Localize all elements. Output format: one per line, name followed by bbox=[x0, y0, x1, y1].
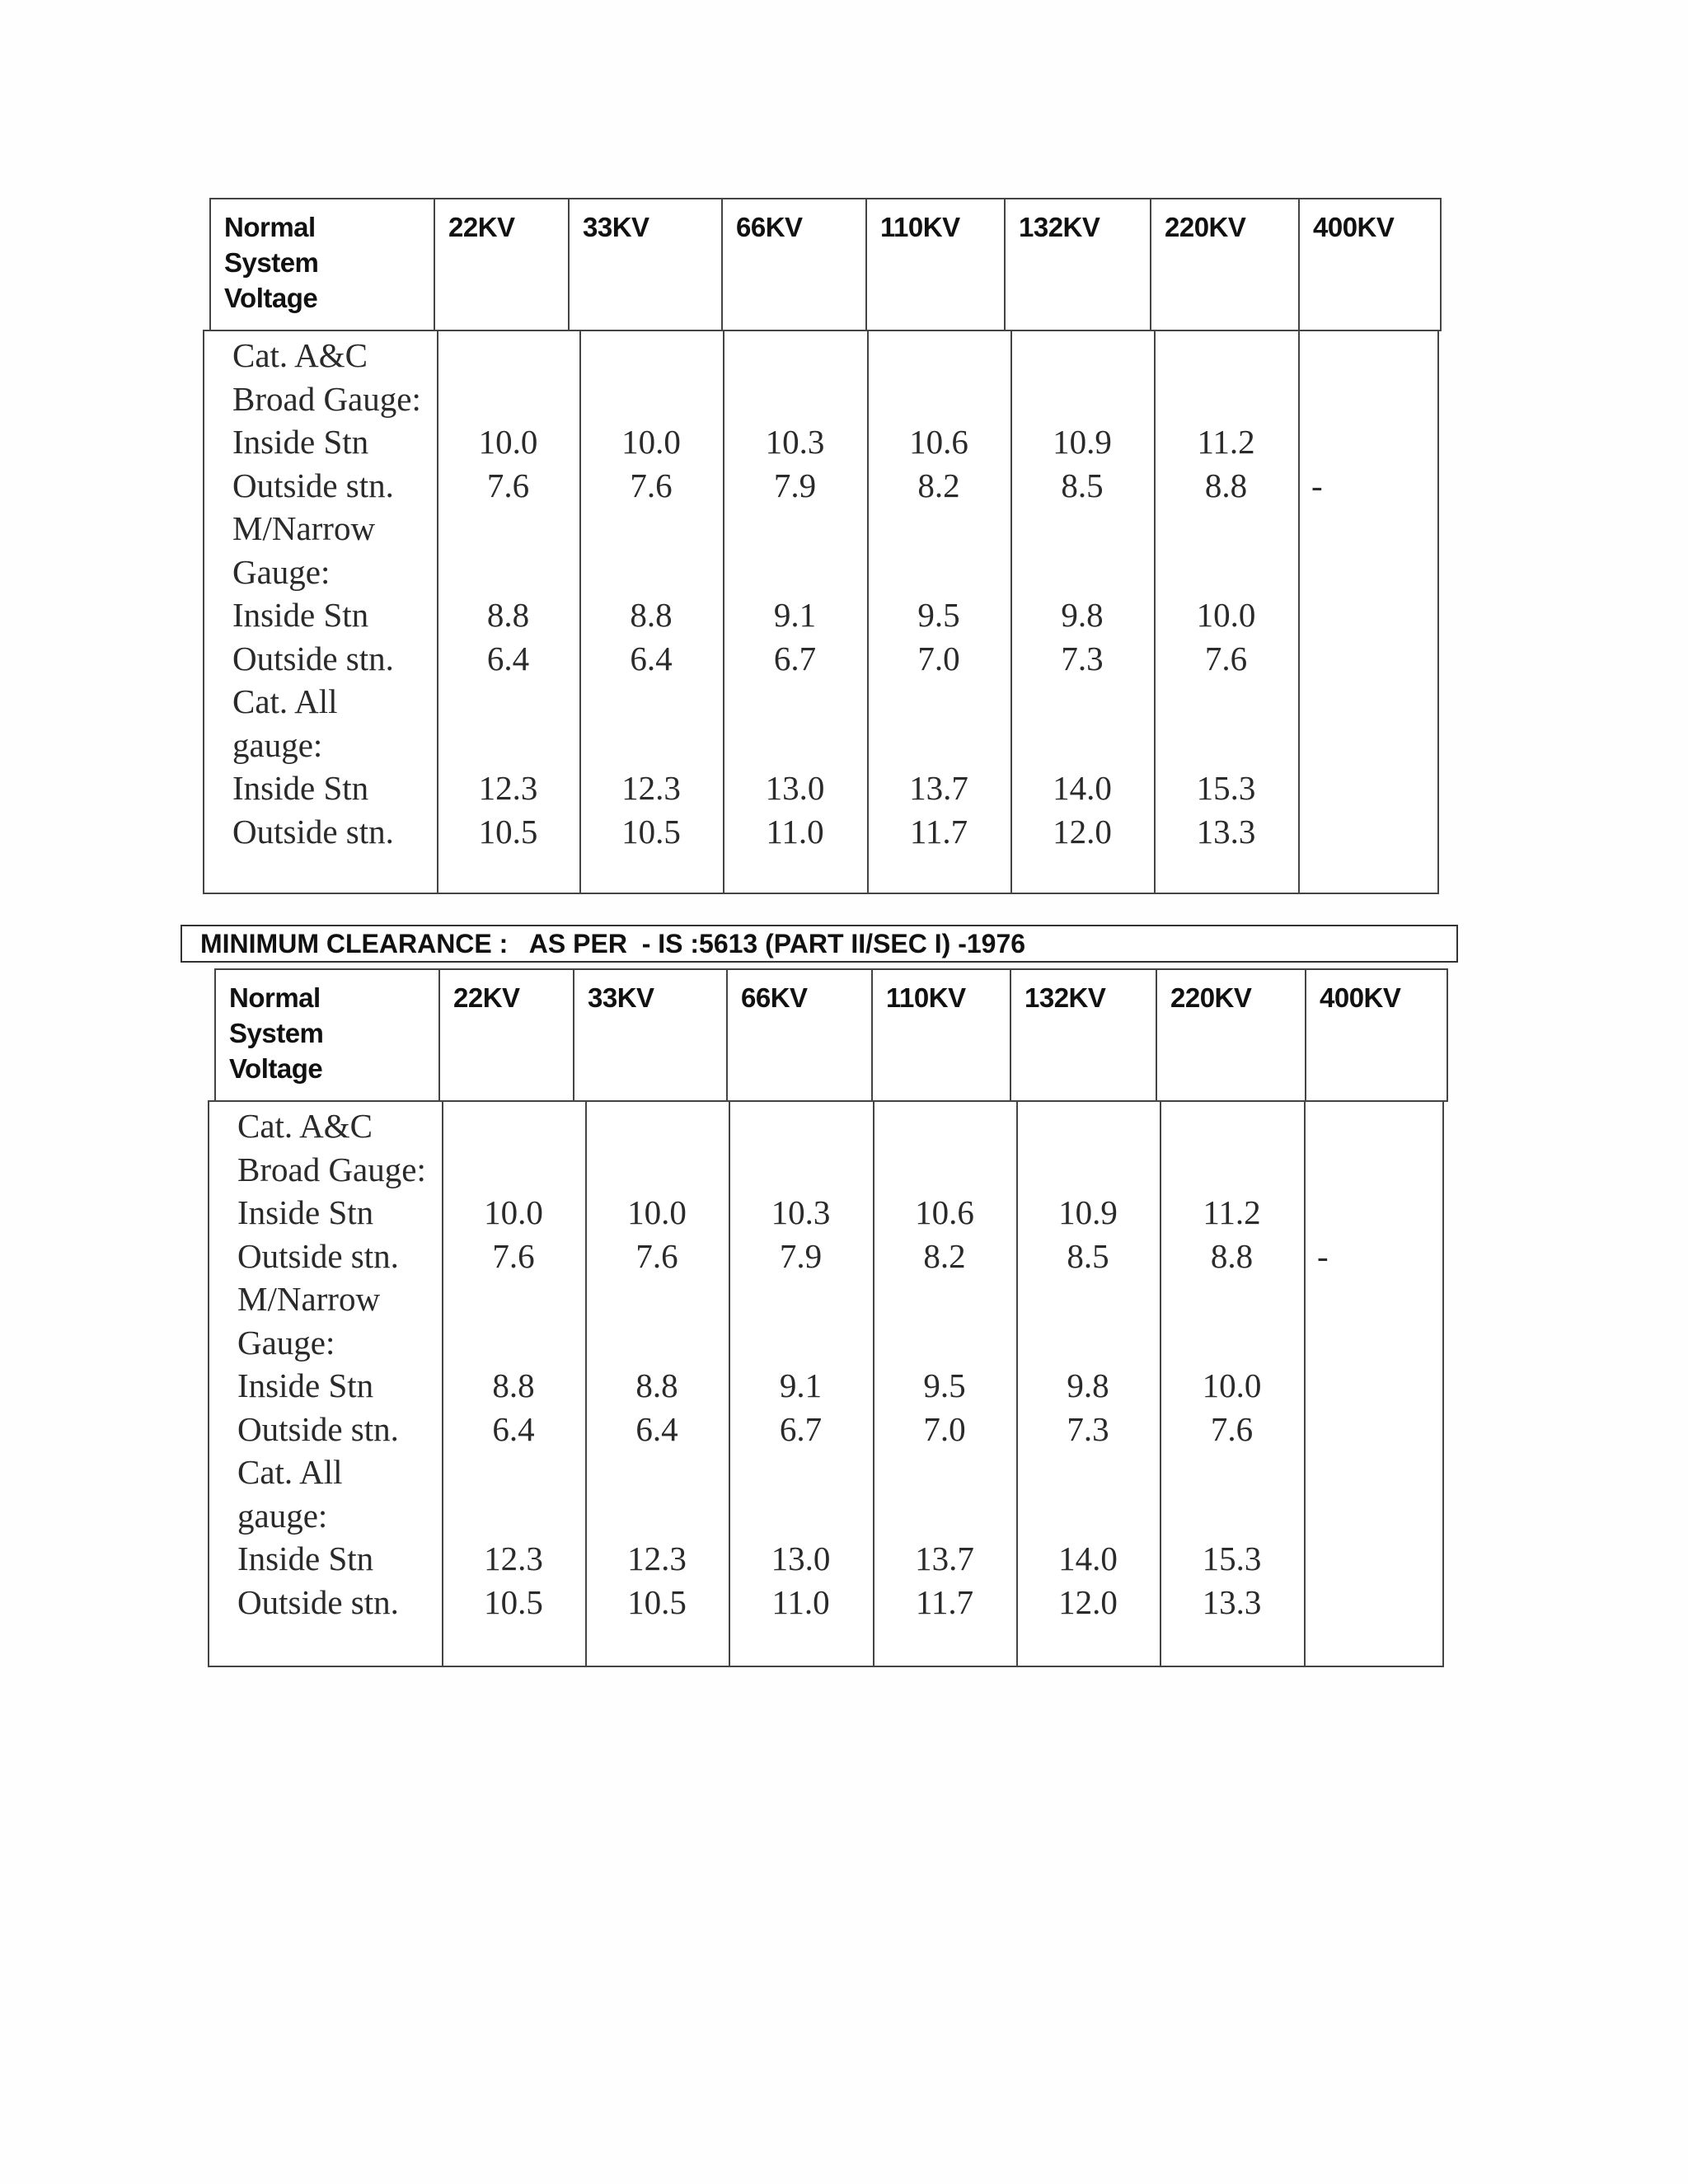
row-label: Inside Stn bbox=[237, 1366, 374, 1404]
table-cell bbox=[869, 334, 1010, 377]
table-cell bbox=[1156, 377, 1298, 421]
table-cell bbox=[724, 507, 867, 551]
table-cell: 14.0 bbox=[1053, 769, 1112, 807]
table-cell bbox=[438, 334, 579, 377]
table-2-body bbox=[208, 1100, 1444, 1667]
table-cell: 10.3 bbox=[765, 423, 825, 461]
table-cell bbox=[443, 1321, 585, 1365]
row-label: Broad Gauge: bbox=[237, 1150, 426, 1188]
row-label: gauge: bbox=[237, 1496, 328, 1535]
row-label: Outside stn. bbox=[237, 1236, 399, 1275]
table-cell bbox=[874, 1277, 1016, 1321]
table-cell: 13.0 bbox=[765, 769, 825, 807]
header-110kv: 110KV bbox=[867, 199, 1006, 330]
row-label: Cat. All bbox=[237, 1453, 343, 1491]
table-cell bbox=[587, 1321, 729, 1365]
table-cell: 10.6 bbox=[909, 423, 968, 461]
table-cell bbox=[581, 680, 723, 724]
table-cell bbox=[724, 724, 867, 767]
table-cell bbox=[1161, 1494, 1304, 1538]
table-cell: 6.4 bbox=[630, 639, 673, 677]
table-cell bbox=[587, 1148, 729, 1192]
table-cell bbox=[581, 724, 723, 767]
table-cell: 11.0 bbox=[766, 812, 824, 851]
header-400kv: 400KV bbox=[1313, 212, 1395, 242]
table-cell: 8.8 bbox=[1210, 1236, 1254, 1275]
table-cell: 9.1 bbox=[773, 596, 817, 634]
table-cell: 10.5 bbox=[478, 812, 538, 851]
table-cell: 8.8 bbox=[492, 1366, 535, 1404]
table-cell bbox=[874, 1104, 1016, 1148]
table-cell bbox=[1018, 1277, 1160, 1321]
table-cell: 8.8 bbox=[1204, 466, 1248, 504]
table-cell: 12.0 bbox=[1058, 1582, 1118, 1621]
table-cell bbox=[730, 1148, 873, 1192]
value-400kv-dash: - bbox=[1317, 1236, 1329, 1275]
table-cell: 7.6 bbox=[1204, 639, 1248, 677]
table-cell: 10.5 bbox=[627, 1582, 687, 1621]
values-400kv bbox=[1300, 331, 1441, 893]
table-cell: 6.4 bbox=[635, 1409, 678, 1448]
row-label: M/Narrow bbox=[232, 509, 376, 547]
table-cell: 10.9 bbox=[1053, 423, 1112, 461]
table-cell bbox=[443, 1451, 585, 1494]
table-cell bbox=[730, 1494, 873, 1538]
table-cell: 11.7 bbox=[909, 812, 968, 851]
table-cell bbox=[874, 1148, 1016, 1192]
table-cell bbox=[730, 1321, 873, 1365]
table-cell bbox=[730, 1277, 873, 1321]
table-cell: 9.8 bbox=[1061, 596, 1104, 634]
minimum-clearance-caption: MINIMUM CLEARANCE : AS PER - IS :5613 (PART II/SEC I) -1976 bbox=[181, 925, 1458, 963]
table-cell bbox=[581, 334, 723, 377]
table-cell: 11.7 bbox=[915, 1582, 974, 1621]
table-cell bbox=[1156, 507, 1298, 551]
values-132kv bbox=[1018, 1102, 1161, 1666]
table-cell bbox=[1012, 507, 1154, 551]
table-cell: 10.5 bbox=[484, 1582, 543, 1621]
row-label: Cat. A&C bbox=[237, 1107, 373, 1145]
row-label: Inside Stn bbox=[232, 596, 369, 634]
row-label: Inside Stn bbox=[232, 769, 369, 807]
header-132kv: 132KV bbox=[1006, 199, 1151, 330]
table-cell: 6.4 bbox=[486, 639, 530, 677]
table-cell: 15.3 bbox=[1196, 769, 1256, 807]
table-cell: 12.3 bbox=[478, 769, 538, 807]
table-cell bbox=[587, 1104, 729, 1148]
table-cell bbox=[1156, 680, 1298, 724]
header-33kv: 33KV bbox=[570, 199, 723, 330]
table-cell bbox=[1018, 1451, 1160, 1494]
row-labels bbox=[209, 1102, 443, 1666]
row-label: Inside Stn bbox=[237, 1540, 374, 1577]
table-cell bbox=[587, 1494, 729, 1538]
table-cell: 10.3 bbox=[771, 1193, 831, 1231]
header-system-voltage: Normal System Voltage bbox=[216, 970, 440, 1100]
table-cell bbox=[869, 507, 1010, 551]
values-110kv bbox=[874, 1102, 1018, 1666]
table-cell: 13.7 bbox=[909, 769, 968, 807]
value-400kv-dash: - bbox=[1311, 466, 1323, 504]
table-cell bbox=[874, 1451, 1016, 1494]
table-cell: 12.0 bbox=[1053, 812, 1112, 851]
values-400kv bbox=[1306, 1102, 1446, 1666]
table-1-header bbox=[209, 198, 1442, 331]
table-cell: 10.5 bbox=[621, 812, 681, 851]
header-66kv: 66KV bbox=[723, 199, 867, 330]
row-label: Cat. All bbox=[232, 682, 338, 720]
table-cell: 11.2 bbox=[1203, 1193, 1261, 1231]
table-cell: 7.6 bbox=[630, 466, 673, 504]
table-cell: 10.0 bbox=[484, 1193, 543, 1231]
table-cell: 7.3 bbox=[1067, 1409, 1109, 1448]
table-cell bbox=[1018, 1321, 1160, 1365]
table-cell bbox=[874, 1321, 1016, 1365]
table-cell bbox=[438, 724, 579, 767]
table-cell bbox=[724, 377, 867, 421]
table-cell bbox=[1161, 1104, 1304, 1148]
row-label: Broad Gauge: bbox=[232, 379, 421, 418]
header-220kv: 220KV bbox=[1151, 199, 1300, 330]
row-label: Inside Stn bbox=[237, 1193, 374, 1231]
row-label: M/Narrow bbox=[237, 1280, 381, 1318]
table-cell: 11.2 bbox=[1197, 423, 1255, 461]
table-cell bbox=[1161, 1148, 1304, 1192]
table-cell: 7.0 bbox=[923, 1409, 966, 1448]
row-labels bbox=[204, 331, 438, 893]
table-cell: 8.8 bbox=[630, 596, 673, 634]
table-cell: 13.3 bbox=[1196, 812, 1256, 851]
table-cell bbox=[438, 680, 579, 724]
table-cell bbox=[1018, 1494, 1160, 1538]
table-cell bbox=[869, 551, 1010, 594]
table-cell: 7.6 bbox=[486, 466, 530, 504]
values-22kv bbox=[438, 331, 581, 893]
header-220kv: 220KV bbox=[1157, 970, 1306, 1100]
table-cell: 8.5 bbox=[1061, 466, 1104, 504]
table-cell: 12.3 bbox=[621, 769, 681, 807]
table-cell bbox=[724, 334, 867, 377]
table-cell: 10.0 bbox=[1196, 596, 1256, 634]
table-cell bbox=[438, 507, 579, 551]
table-cell: 9.1 bbox=[779, 1366, 823, 1404]
table-cell: 7.9 bbox=[773, 466, 817, 504]
table-cell bbox=[443, 1277, 585, 1321]
table-cell bbox=[724, 551, 867, 594]
table-cell bbox=[587, 1277, 729, 1321]
table-cell bbox=[869, 680, 1010, 724]
table-cell: 9.5 bbox=[917, 596, 960, 634]
table-cell bbox=[730, 1451, 873, 1494]
header-22kv: 22KV bbox=[440, 970, 574, 1100]
table-cell: 6.4 bbox=[492, 1409, 535, 1448]
table-cell: 6.7 bbox=[779, 1409, 823, 1448]
table-cell bbox=[1156, 334, 1298, 377]
table-cell bbox=[581, 551, 723, 594]
header-33kv: 33KV bbox=[574, 970, 728, 1100]
table-cell bbox=[1018, 1148, 1160, 1192]
table-cell bbox=[438, 377, 579, 421]
values-220kv bbox=[1156, 331, 1300, 893]
table-cell bbox=[1156, 551, 1298, 594]
table-cell: 13.7 bbox=[915, 1540, 974, 1577]
table-cell bbox=[581, 377, 723, 421]
table-cell: 10.0 bbox=[621, 423, 681, 461]
table-cell: 7.3 bbox=[1061, 639, 1104, 677]
table-cell: 7.6 bbox=[635, 1236, 678, 1275]
table-cell bbox=[1156, 724, 1298, 767]
table-cell: 7.9 bbox=[779, 1236, 823, 1275]
table-cell bbox=[1012, 551, 1154, 594]
table-cell: 9.8 bbox=[1067, 1366, 1109, 1404]
row-label: gauge: bbox=[232, 725, 323, 764]
header-66kv: 66KV bbox=[728, 970, 873, 1100]
table-cell bbox=[443, 1148, 585, 1192]
table-cell: 10.0 bbox=[478, 423, 538, 461]
table-cell bbox=[730, 1104, 873, 1148]
table-cell: 7.6 bbox=[1210, 1409, 1254, 1448]
table-1-body bbox=[203, 330, 1439, 894]
row-label: Outside stn. bbox=[237, 1582, 399, 1621]
table-cell: 13.0 bbox=[771, 1540, 831, 1577]
row-label: Outside stn. bbox=[237, 1409, 399, 1448]
table-cell: 13.3 bbox=[1202, 1582, 1262, 1621]
values-22kv bbox=[443, 1102, 587, 1666]
table-2-header bbox=[214, 968, 1448, 1102]
table-cell: 10.0 bbox=[627, 1193, 687, 1231]
table-cell: 8.8 bbox=[635, 1366, 678, 1404]
values-33kv bbox=[587, 1102, 730, 1666]
table-cell bbox=[724, 680, 867, 724]
table-cell bbox=[581, 507, 723, 551]
table-cell: 7.0 bbox=[917, 639, 960, 677]
values-220kv bbox=[1161, 1102, 1306, 1666]
table-cell: 6.7 bbox=[773, 639, 817, 677]
table-cell bbox=[1012, 377, 1154, 421]
values-33kv bbox=[581, 331, 724, 893]
table-cell bbox=[1161, 1451, 1304, 1494]
table-cell: 15.3 bbox=[1202, 1540, 1262, 1577]
table-cell: 8.2 bbox=[917, 466, 960, 504]
header-400kv: 400KV bbox=[1320, 982, 1401, 1013]
table-cell bbox=[869, 724, 1010, 767]
table-cell bbox=[1012, 680, 1154, 724]
table-cell: 8.8 bbox=[486, 596, 530, 634]
table-cell: 14.0 bbox=[1058, 1540, 1118, 1577]
row-label: Outside stn. bbox=[232, 812, 394, 851]
table-cell: 9.5 bbox=[923, 1366, 966, 1404]
values-66kv bbox=[724, 331, 869, 893]
row-label: Gauge: bbox=[232, 552, 331, 591]
table-cell bbox=[438, 551, 579, 594]
table-cell: 7.6 bbox=[492, 1236, 535, 1275]
table-cell: 10.6 bbox=[915, 1193, 974, 1231]
table-cell bbox=[587, 1451, 729, 1494]
table-cell bbox=[1012, 724, 1154, 767]
header-system-voltage: Normal System Voltage bbox=[211, 199, 435, 330]
table-cell bbox=[1161, 1321, 1304, 1365]
table-cell bbox=[874, 1494, 1016, 1538]
table-cell bbox=[443, 1104, 585, 1148]
header-110kv: 110KV bbox=[873, 970, 1011, 1100]
table-cell bbox=[443, 1494, 585, 1538]
table-cell bbox=[1012, 334, 1154, 377]
table-cell: 10.0 bbox=[1202, 1366, 1262, 1404]
table-cell bbox=[869, 377, 1010, 421]
table-cell: 8.2 bbox=[923, 1236, 966, 1275]
row-label: Gauge: bbox=[237, 1323, 335, 1361]
table-cell bbox=[1018, 1104, 1160, 1148]
row-label: Cat. A&C bbox=[232, 336, 368, 374]
table-cell: 12.3 bbox=[627, 1540, 687, 1577]
table-cell: 12.3 bbox=[484, 1540, 543, 1577]
header-132kv: 132KV bbox=[1011, 970, 1157, 1100]
values-66kv bbox=[730, 1102, 874, 1666]
table-cell: 8.5 bbox=[1067, 1236, 1109, 1275]
table-cell: 11.0 bbox=[771, 1582, 830, 1621]
table-cell bbox=[1161, 1277, 1304, 1321]
values-110kv bbox=[869, 331, 1012, 893]
header-22kv: 22KV bbox=[435, 199, 570, 330]
values-132kv bbox=[1012, 331, 1156, 893]
row-label: Outside stn. bbox=[232, 639, 394, 677]
row-label: Inside Stn bbox=[232, 423, 369, 461]
row-label: Outside stn. bbox=[232, 466, 394, 504]
table-cell: 10.9 bbox=[1058, 1193, 1118, 1231]
